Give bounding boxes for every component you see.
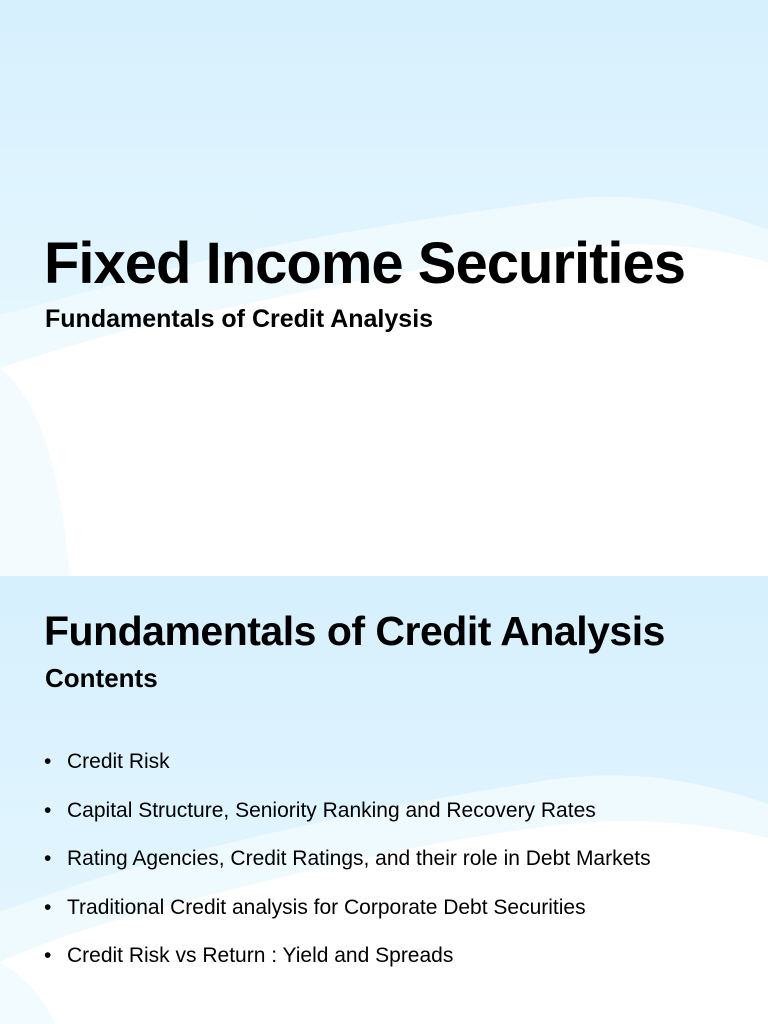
- list-item-text: Traditional Credit analysis for Corporate Debt Securities: [67, 895, 586, 919]
- list-item: [44, 750, 651, 799]
- bullet-icon: •: [44, 847, 52, 870]
- list-item: [44, 847, 651, 896]
- slide-title: Fundamentals of Credit Analysis: [44, 608, 665, 654]
- bullet-icon: •: [44, 798, 52, 822]
- bullet-icon: •: [44, 750, 52, 773]
- slide-title: Fixed Income Securities: [44, 231, 686, 296]
- list-item-text: Capital Structure, Seniority Ranking and Recovery Rates: [67, 798, 596, 822]
- list-item-text: Rating Agencies, Credit Ratings, and their role in Debt Markets: [67, 847, 651, 870]
- bullet-icon: •: [44, 944, 52, 967]
- contents-slide: [0, 576, 768, 1024]
- list-item: [44, 799, 651, 848]
- list-item-text: Credit Risk vs Return : Yield and Spreads: [67, 944, 454, 967]
- list-item: [44, 944, 651, 993]
- bullet-icon: •: [44, 895, 52, 919]
- slide-subtitle: Fundamentals of Credit Analysis: [45, 305, 434, 333]
- slide-subtitle: Contents: [45, 663, 158, 693]
- list-item: [44, 896, 651, 945]
- contents-list: [44, 750, 651, 993]
- list-item-text: Credit Risk: [67, 750, 170, 773]
